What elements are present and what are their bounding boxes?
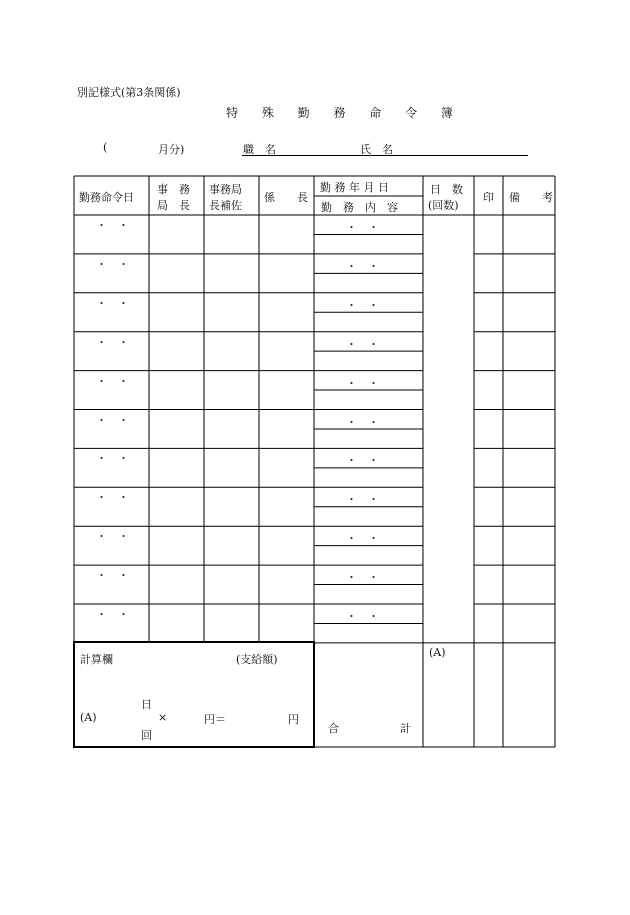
calc-yen-equals: 円＝ xyxy=(204,713,226,726)
header-remarks: 備 考 xyxy=(509,191,553,204)
order-date-dots: ・ ・ xyxy=(96,491,129,505)
work-date-dots: ・ ・ xyxy=(346,298,379,312)
work-date-dots: ・ ・ xyxy=(346,337,379,351)
work-date-dots: ・ ・ xyxy=(346,454,379,468)
order-date-dots: ・ ・ xyxy=(96,569,129,583)
work-date-dots: ・ ・ xyxy=(346,221,379,234)
order-date-dots: ・ ・ xyxy=(96,374,129,388)
work-date-dots: ・ ・ xyxy=(346,415,379,429)
order-date-dots: ・ ・ xyxy=(96,452,129,466)
order-date-dots: ・ ・ xyxy=(96,296,129,310)
calc-day-unit: 日 xyxy=(141,698,152,711)
calc-a-label: (A) xyxy=(80,711,97,724)
order-date-dots: ・ ・ xyxy=(96,413,129,427)
name-label: 氏 名 xyxy=(360,143,393,156)
header-section-chief: 係 長 xyxy=(264,191,308,204)
header-days-line1: 日 数 xyxy=(430,183,463,196)
header-director-line1: 事 務 xyxy=(157,183,190,196)
header-work-date: 勤 務 年 月 日 xyxy=(320,181,389,194)
order-date-dots: ・ ・ xyxy=(96,219,129,232)
header-assistant-line2: 長補佐 xyxy=(209,199,242,212)
order-date-dots: ・ ・ xyxy=(96,335,129,349)
month-open-paren: ( xyxy=(103,141,108,154)
work-date-dots: ・ ・ xyxy=(346,571,379,585)
work-date-dots: ・ ・ xyxy=(346,259,379,273)
form-reference: 別記様式(第3条関係) xyxy=(77,86,181,99)
calc-multiply-sign: × xyxy=(158,711,168,724)
header-assistant-line1: 事務局 xyxy=(209,183,242,196)
calc-yen-unit: 円 xyxy=(288,713,299,726)
order-date-dots: ・ ・ xyxy=(96,608,129,621)
days-total-a-marker: (A) xyxy=(429,646,446,659)
total-label: 合 計 xyxy=(328,722,412,735)
page-title: 特 殊 勤 務 命 令 簿 xyxy=(226,106,463,120)
header-work-content: 勤 務 内 容 xyxy=(321,201,398,214)
position-label: 職 名 xyxy=(243,143,276,156)
work-date-dots: ・ ・ xyxy=(346,493,379,507)
header-seal: 印 xyxy=(483,191,494,204)
header-days-line2: (回数) xyxy=(428,199,459,212)
month-label: 月分) xyxy=(158,143,185,156)
work-date-dots: ・ ・ xyxy=(346,610,379,623)
order-date-dots: ・ ・ xyxy=(96,530,129,544)
header-director-line2: 局 長 xyxy=(157,199,190,212)
calc-payment-label: (支給額) xyxy=(236,653,278,666)
calc-title: 計算欄 xyxy=(80,653,113,666)
calc-times-unit: 回 xyxy=(141,729,152,742)
order-date-dots: ・ ・ xyxy=(96,257,129,271)
work-date-dots: ・ ・ xyxy=(346,376,379,390)
work-date-dots: ・ ・ xyxy=(346,532,379,546)
header-order-date: 勤務命令日 xyxy=(79,191,134,204)
